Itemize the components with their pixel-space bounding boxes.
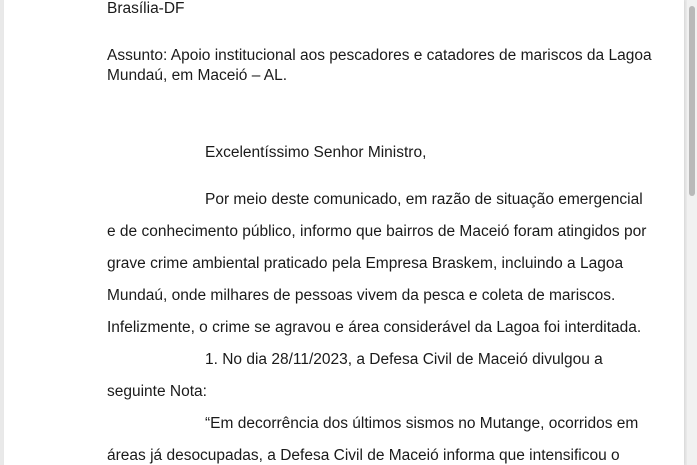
location-line: Brasília-DF xyxy=(107,0,185,17)
paragraph1-line-4: Mundaú, onde milhares de pessoas vivem da pesca e coleta de mariscos. xyxy=(107,287,616,304)
subject-line-1: Assunto: Apoio institucional aos pescadores e catadores de mariscos da Lagoa xyxy=(107,47,652,64)
paragraph1-line-1: Por meio deste comunicado, em razão de situação emergencial xyxy=(205,191,643,208)
quote-line-1: “Em decorrência dos últimos sismos no Mutange, ocorridos em xyxy=(205,415,639,432)
paragraph1-line-5: Infelizmente, o crime se agravou e área considerável da Lagoa foi interditada. xyxy=(107,319,642,336)
document-page xyxy=(4,0,684,465)
salutation: Excelentíssimo Senhor Ministro, xyxy=(205,144,427,161)
paragraph1-line-2: e de conhecimento público, informo que bairros de Maceió foram atingidos por xyxy=(107,223,647,240)
scrollbar-thumb[interactable] xyxy=(689,6,695,196)
quote-line-2: áreas já desocupadas, a Defesa Civil de Maceió informa que intensificou o xyxy=(107,447,620,464)
vertical-scrollbar[interactable] xyxy=(687,0,697,465)
paragraph1-line-3: grave crime ambiental praticado pela Empresa Braskem, incluindo a Lagoa xyxy=(107,255,624,272)
subject-line-2: Mundaú, em Maceió – AL. xyxy=(107,67,288,84)
item1-line-2: seguinte Nota: xyxy=(107,383,207,400)
item1-line-1: 1. No dia 28/11/2023, a Defesa Civil de Maceió divulgou a xyxy=(205,351,603,368)
